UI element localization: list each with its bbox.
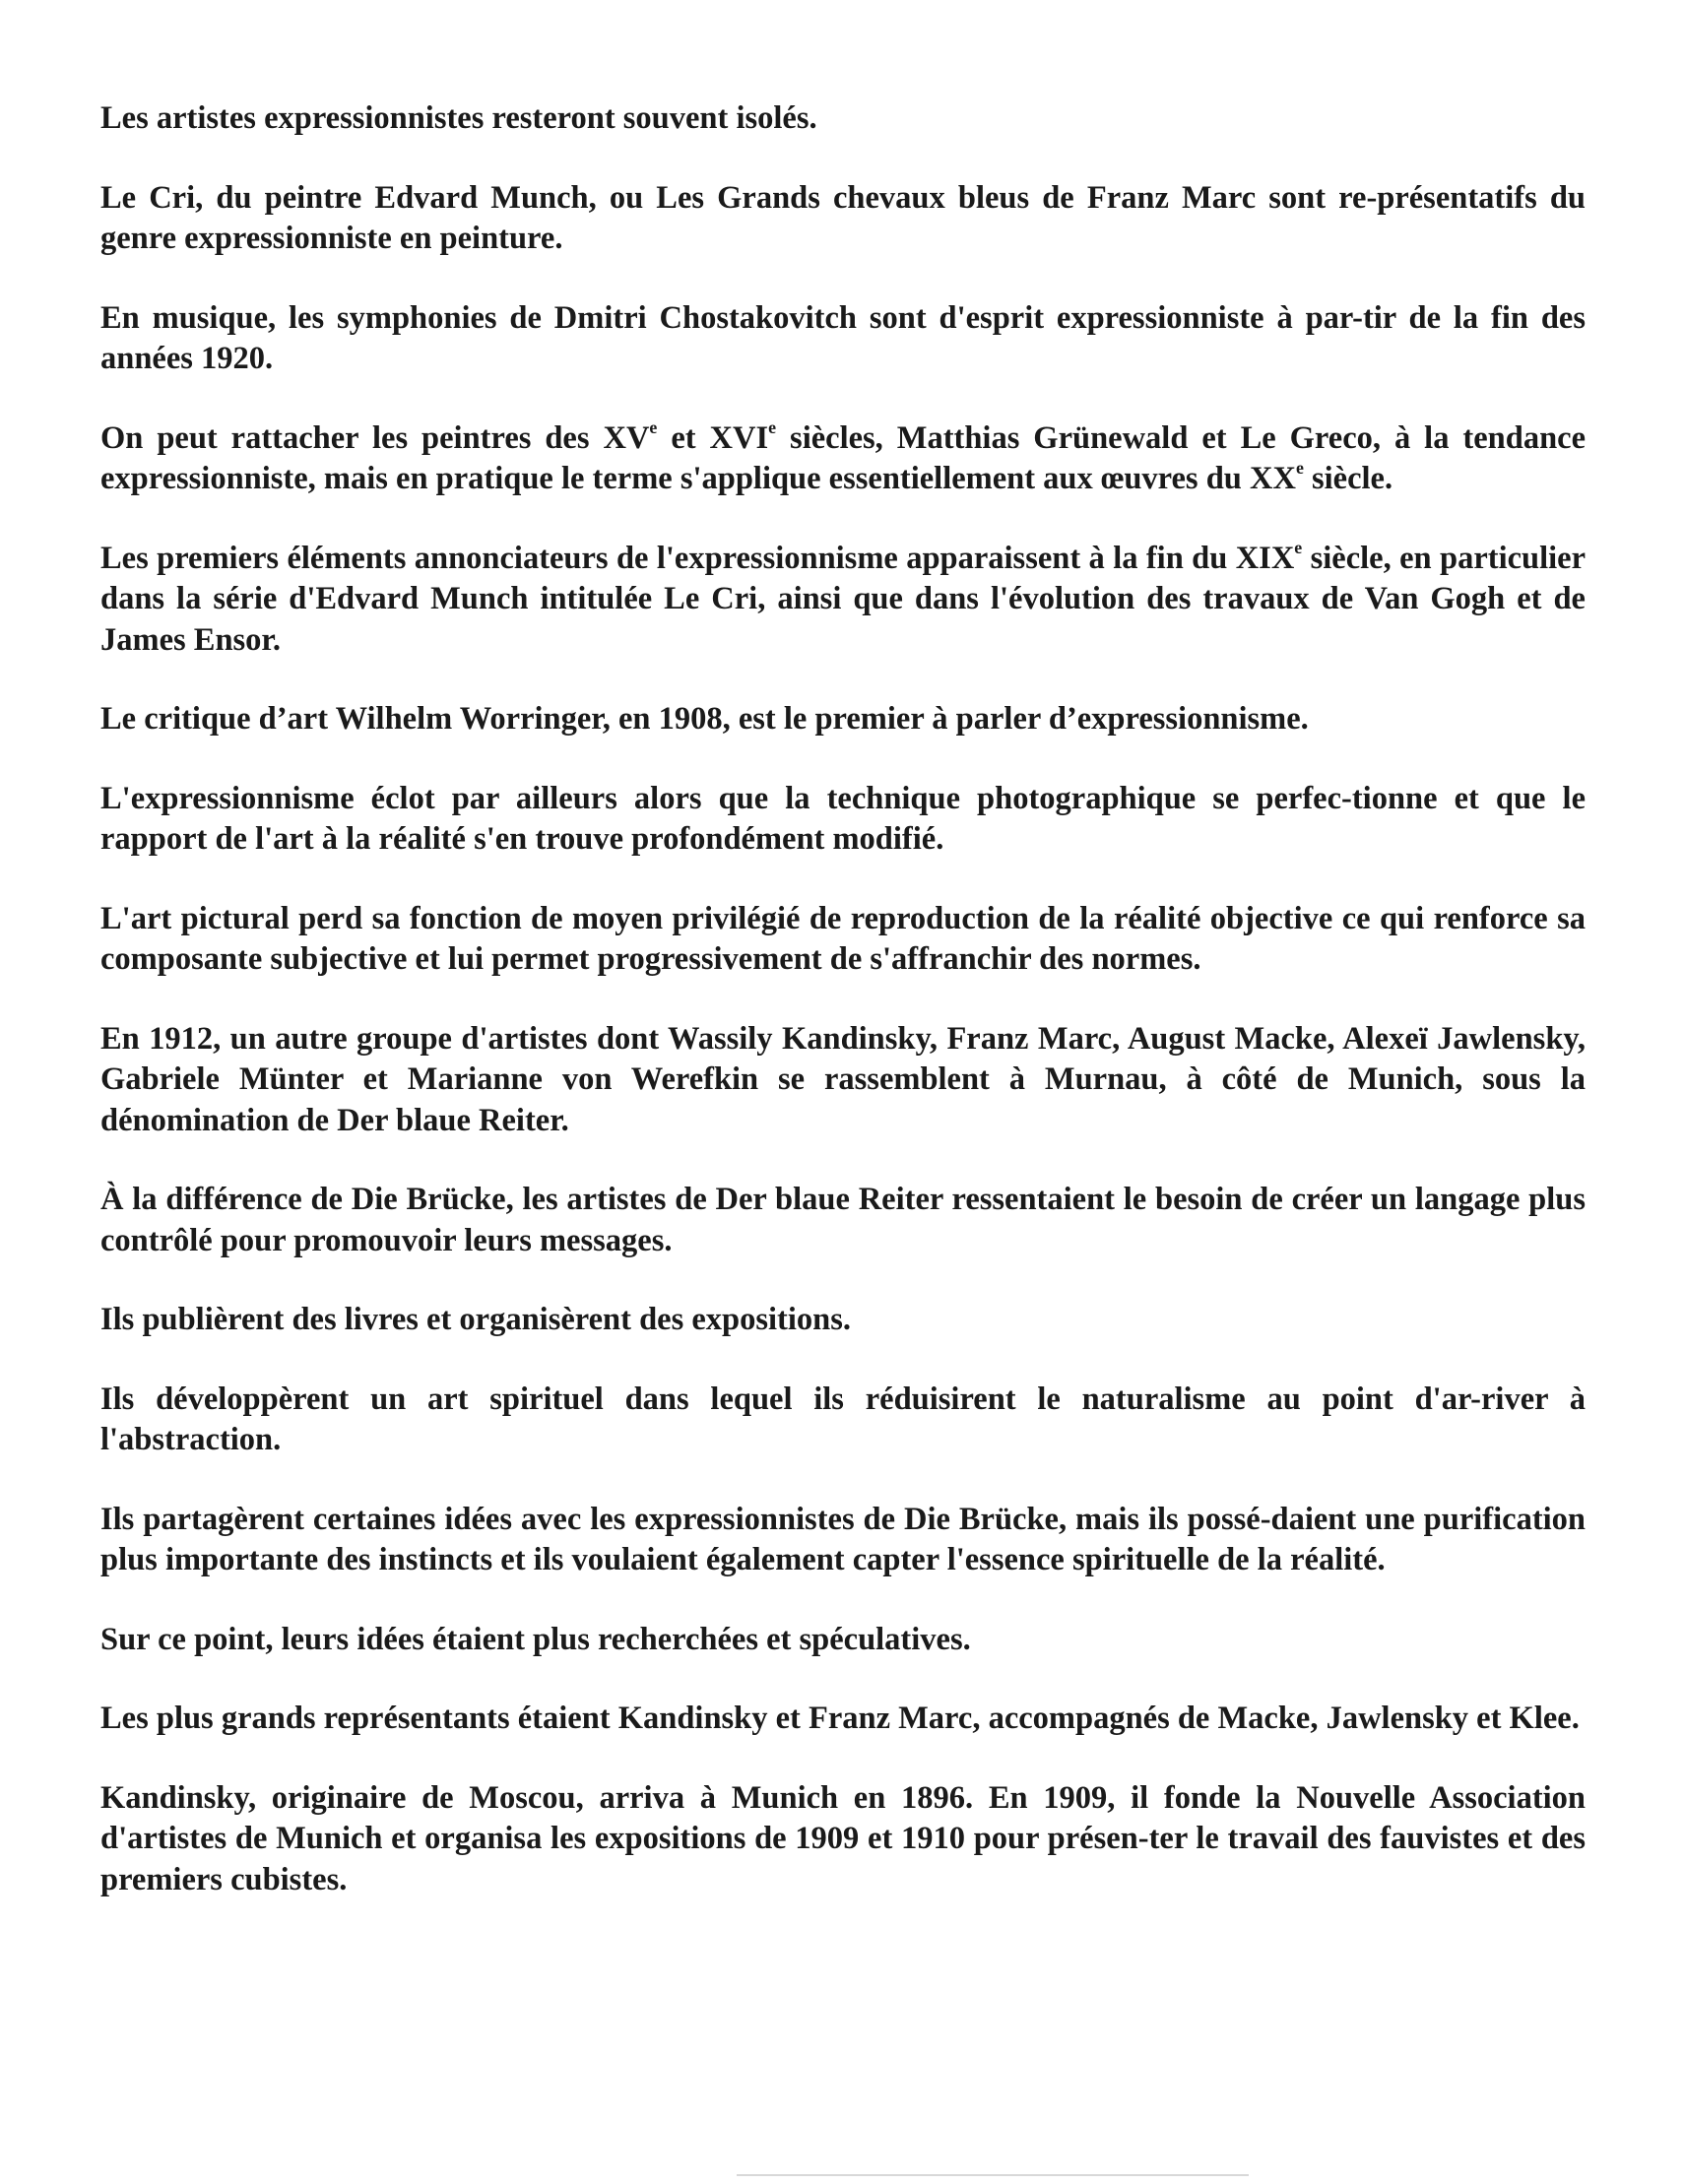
- paragraph: [100, 418, 1586, 500]
- paragraph: [100, 1699, 1586, 1740]
- paragraph-text: Les artistes expressionnistes resteront souvent isolés.: [100, 100, 817, 136]
- paragraph-text: Sur ce point, leurs idées étaient plus recherchées et spéculatives.: [100, 1621, 971, 1657]
- paragraph-text: et XVI: [657, 419, 769, 456]
- document-body: [100, 98, 1586, 1939]
- paragraph-text: En 1912, un autre groupe d'artistes dont Wassily Kandinsky, Franz Marc, August Macke, Alexeï Jawlensky, Gabriele Münter et Marianne von Werefkin se rassemblent à Murnau, à côté de Munich, sous la dénomination de Der blaue Reiter.: [100, 1020, 1586, 1138]
- paragraph: [100, 899, 1586, 981]
- paragraph-text: Le critique d’art Wilhelm Worringer, en 1908, est le premier à parler d’expressionnisme.: [100, 701, 1309, 737]
- paragraph: [100, 1180, 1586, 1261]
- paragraph: [100, 779, 1586, 861]
- paragraph-text: siècle.: [1303, 461, 1393, 496]
- paragraph-text: Le Cri, du peintre Edvard Munch, ou Les Grands chevaux bleus de Franz Marc sont re-présentatifs du genre expressionniste en peinture.: [100, 179, 1586, 256]
- superscript: e: [768, 417, 777, 437]
- paragraph: [100, 1620, 1586, 1661]
- paragraph: [100, 298, 1586, 380]
- paragraph-text: L'art pictural perd sa fonction de moyen privilégié de reproduction de la réalité objective ce qui renforce sa composante subjective et lui permet progressivement de s'affranchir des normes.: [100, 900, 1586, 977]
- paragraph-text: L'expressionnisme éclot par ailleurs alors que la technique photographique se perfec-tionne et que le rapport de l'art à la réalité s'en trouve profondément modifié.: [100, 780, 1586, 857]
- paragraph: [100, 699, 1586, 740]
- paragraph: [100, 539, 1586, 662]
- scan-edge-line: [737, 2174, 1249, 2176]
- paragraph-text: siècle, en particulier dans la série d'Edvard Munch intitulée Le Cri, ainsi que dans l'évolution des travaux de Van Gogh et de James Ensor.: [100, 540, 1587, 658]
- paragraph-text: Kandinsky, originaire de Moscou, arriva à Munich en 1896. En 1909, il fonde la Nouvelle Association d'artistes de Munich et organisa les expositions de 1909 et 1910 pour présen-ter le travail des fauvistes et des premiers cubistes.: [100, 1779, 1586, 1897]
- paragraph-text: En musique, les symphonies de Dmitri Chostakovitch sont d'esprit expressionniste à par-tir de la fin des années 1920.: [100, 299, 1586, 376]
- superscript: e: [649, 417, 658, 437]
- paragraph-text: On peut rattacher les peintres des XV: [100, 419, 650, 456]
- paragraph-text: À la différence de Die Brücke, les artistes de Der blaue Reiter ressentaient le besoin de créer un langage plus contrôlé pour promouvoir leurs messages.: [100, 1182, 1586, 1258]
- paragraph: [100, 1778, 1586, 1901]
- paragraph: [100, 1019, 1586, 1142]
- paragraph: [100, 98, 1586, 140]
- paragraph: [100, 178, 1586, 260]
- paragraph-text: Les premiers éléments annonciateurs de l'expressionnisme apparaissent à la fin du XIX: [100, 540, 1295, 576]
- paragraph-text: siècles, Matthias Grünewald et Le Greco, à la tendance expressionniste, mais en pratique le terme s'applique essentiellement aux œuvres du XX: [100, 419, 1586, 496]
- paragraph: [100, 1500, 1586, 1581]
- paragraph: [100, 1300, 1586, 1341]
- paragraph-text: Ils partagèrent certaines idées avec les expressionnistes de Die Brücke, mais ils possé-daient une purification plus importante des instincts et ils voulaient également capter l'essence spirituelle de la réalité.: [100, 1501, 1586, 1577]
- paragraph-text: Ils publièrent des livres et organisèrent des expositions.: [100, 1302, 851, 1337]
- paragraph-text: Les plus grands représentants étaient Kandinsky et Franz Marc, accompagnés de Macke, Jawlensky et Klee.: [100, 1701, 1580, 1736]
- paragraph: [100, 1380, 1586, 1461]
- superscript: e: [1294, 537, 1303, 557]
- paragraph-text: Ils développèrent un art spirituel dans lequel ils réduisirent le naturalisme au point d'ar-river à l'abstraction.: [100, 1381, 1586, 1457]
- superscript: e: [1295, 457, 1304, 478]
